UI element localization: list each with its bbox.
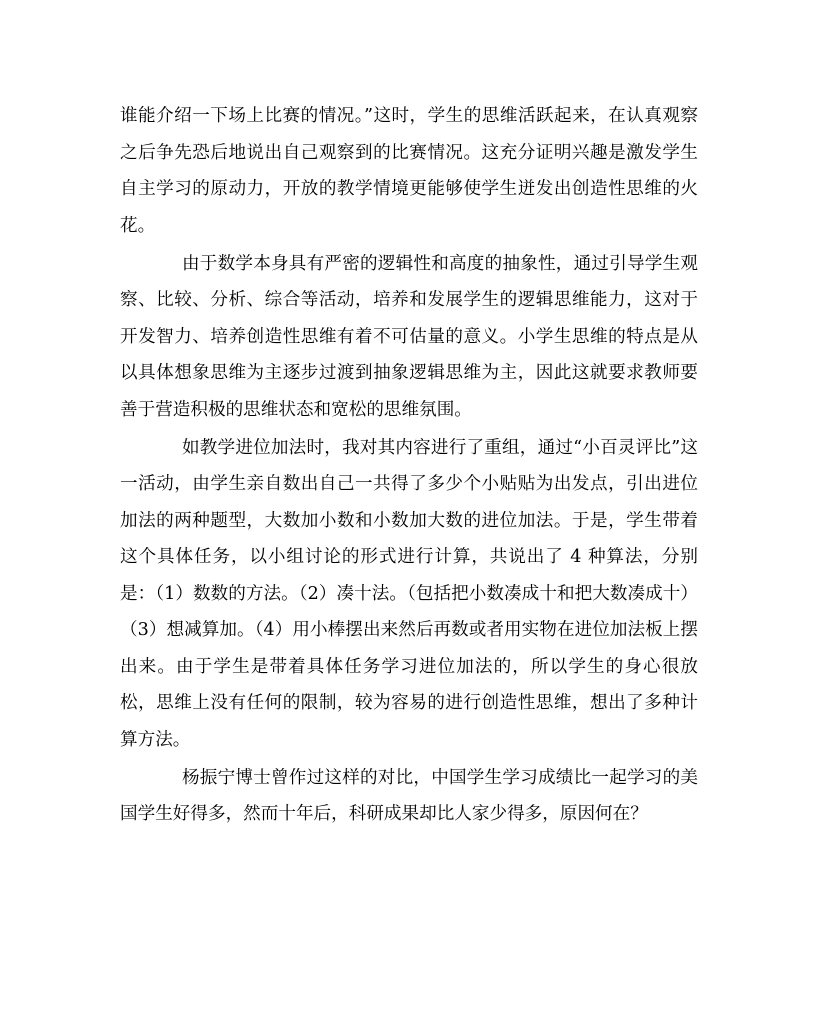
document-body [120, 98, 698, 833]
paragraph-1: 谁能介绍一下场上比赛的情况。”这时，学生的思维活跃起来，在认真观察之后争先恐后地说出自己观察到的比赛情况。这充分证明兴趣是激发学生自主学习的原动力，开放的教学情境更能够使学生迸发出创造性思维的火花。 [120, 106, 698, 236]
paragraph-4: 杨振宁博士曾作过这样的对比，中国学生学习成绩比一起学习的美国学生好得多，然而十年后，科研成果却比人家少得多，原因何在？ [120, 767, 698, 825]
paragraph-3: 如教学进位加法时，我对其内容进行了重组，通过“小百灵评比”这一活动，由学生亲自数出自己一共得了多少个小贴贴为出发点，引出进位加法的两种题型，大数加小数和小数加大数的进位加法。于是，学生带着这个具体任务，以小组讨论的形式进行计算，共说出了 4 种算法，分别是：（1）数数的方法。（2）凑十法。（包括把小数凑成十和把大数凑成十）（3）想减算加。（4）用小棒摆出来然后再数或者用实物在进位加法板上摆出来。由于学生是带着具体任务学习进位加法的，所以学生的身心很放松，思维上没有任何的限制，较为容易的进行创造性思维，想出了多种计算方法。 [120, 437, 698, 750]
paragraph-2: 由于数学本身具有严密的逻辑性和高度的抽象性，通过引导学生观察、比较、分析、综合等活动，培养和发展学生的逻辑思维能力，这对于开发智力、培养创造性思维有着不可估量的意义。小学生思维的特点是从以具体想象思维为主逐步过渡到抽象逻辑思维为主，因此这就要求教师要善于营造积极的思维状态和宽松的思维氛围。 [120, 253, 698, 420]
